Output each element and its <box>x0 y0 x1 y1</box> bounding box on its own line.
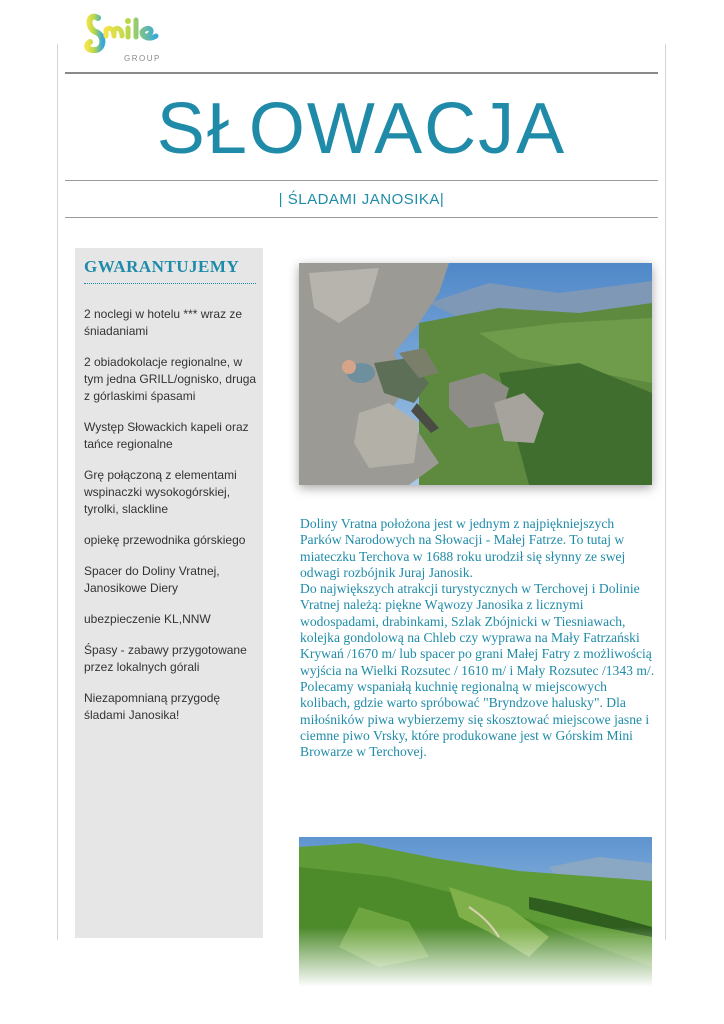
description-paragraph-1: Doliny Vratna położona jest w jednym z najpiękniejszych Parków Narodowych na Słowacji - Małej Fatrze. To tutaj w miateczku Terchova w 1688 roku urodził się słynny ze swej odwagi rozbójnik Juraj Janosik. <box>300 516 626 580</box>
sidebar-dotted-divider <box>84 283 256 284</box>
mountain-climber-photo <box>299 263 652 485</box>
logo-group-text: GROUP <box>124 54 161 63</box>
list-item: 2 noclegi w hotelu *** wraz ze śniadaniami <box>84 307 243 338</box>
list-item: Śpasy - zabawy przygotowane przez lokalnych górali <box>84 643 247 674</box>
top-divider <box>65 72 658 74</box>
sidebar-heading: GWARANTUJEMY <box>84 257 240 276</box>
page-subtitle: | ŚLADAMI JANOSIKA| <box>278 191 445 208</box>
list-item: opiekę przewodnika górskiego <box>84 533 246 547</box>
list-item: Występ Słowackich kapeli oraz tańce regionalne <box>84 420 249 451</box>
subtitle-divider <box>65 217 658 218</box>
guarantee-sidebar <box>75 248 263 938</box>
smile-group-logo <box>84 6 194 66</box>
mountain-ridge-photo <box>299 837 652 987</box>
list-item: ubezpieczenie KL,NNW <box>84 612 211 626</box>
page-frame-right <box>665 44 666 940</box>
description-text <box>300 516 656 760</box>
description-paragraph-2: Do największych atrakcji turystycznych w Terchovej i Dolinie Vratnej należą: piękne Wąwozy Janosika z licznymi wodospadami, drabinkami, Szlak Zbójnicki w Tiesniawach, kolejka gondolową na Chleb czy wyprawa na Mały Fatrzański Krywań /1670 m/ lub spacer po grani Małej Fatry z możliwością wyjścia na Wielki Rozsutec / 1610 m/ i Mały Rozsutec /1343 m/. Polecamy wspaniałą kuchnię regionalną w miejscowych kolibach, gdzie warto spróbować "Bryndzove halusky". Dla miłośników piwa wybierzemy się skosztować miejscowe jasne i ciemne piwo Vrsky, które produkowane jest w Górskim Mini Browarze w Terchovej. <box>300 581 655 760</box>
photo-fade-overlay <box>299 927 652 987</box>
list-item: 2 obiadokolacje regionalne, w tym jedna GRILL/ognisko, druga z górlaskimi śpasami <box>84 355 257 403</box>
list-item: Grę połączoną z elementami wspinaczki wysokogórskiej, tyrolki, slackline <box>84 468 237 516</box>
page-title: SŁOWACJA <box>156 89 567 169</box>
list-item: Niezapomnianą przygodę śladami Janosika! <box>84 691 221 722</box>
list-item: Spacer do Doliny Vratnej, Janosikowe Diery <box>84 564 220 595</box>
title-divider <box>65 180 658 181</box>
page-frame-left <box>57 44 58 940</box>
guarantee-list <box>84 306 260 738</box>
